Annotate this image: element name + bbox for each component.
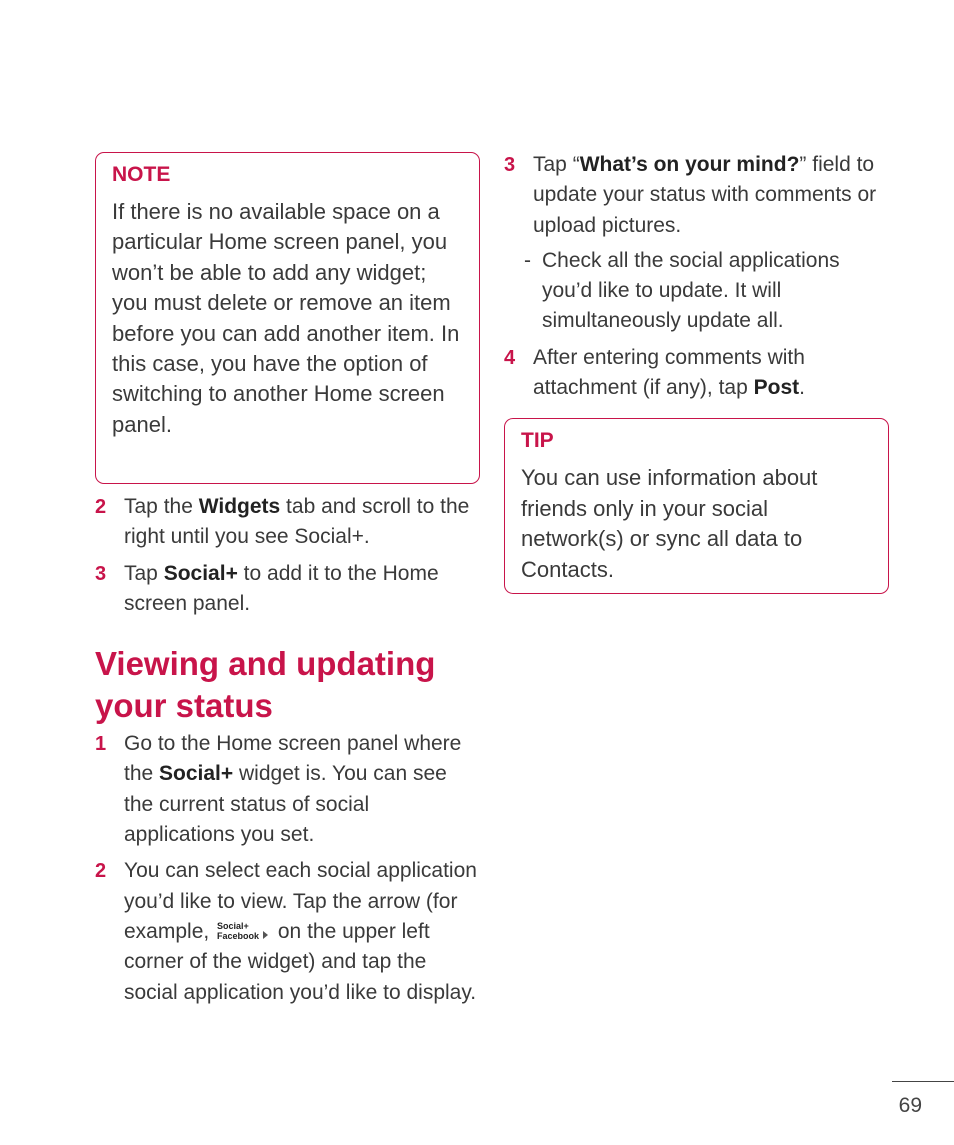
step-bold-term: Social+ [159, 762, 234, 786]
dash-marker: - [524, 248, 531, 272]
step-text: Tap “ [533, 153, 580, 176]
step-text: You can select each social application you’d like to view. Tap the arrow (for example, [124, 859, 477, 943]
status-steps-list [95, 729, 480, 1008]
step-item [504, 150, 889, 241]
icon-label-line: Social+ [217, 920, 249, 931]
step-item [504, 343, 889, 404]
page-number: 69 [898, 1094, 922, 1117]
step-text: After entering comments with attachment (if any), tap [533, 345, 805, 400]
tip-body: You can use information about friends only in your social network(s) or sync all data to Contacts. [521, 465, 818, 582]
section-heading: Viewing and updating your status [95, 645, 436, 725]
note-box [95, 152, 480, 484]
tip-title: TIP [521, 429, 554, 453]
step-bold-term: What’s on your mind? [579, 153, 800, 176]
step-text: to add it to the Home screen panel. [124, 561, 439, 615]
step-text: Tap [124, 561, 164, 585]
note-body: If there is no available space on a particular Home screen panel, you won’t be able to add any widget; you must delete or remove an item before you can add another item. In this case, you have the option of switching to another Home screen panel. [112, 199, 460, 437]
note-title: NOTE [112, 163, 171, 186]
step-item [95, 856, 480, 1007]
step-text: on the upper left corner of the widget) and tap the social application you’d like to display. [124, 919, 477, 1004]
right-column [504, 150, 889, 594]
step-text: . [799, 376, 805, 400]
tip-box [504, 418, 889, 594]
step-number: 3 [504, 154, 516, 176]
left-column [95, 152, 480, 1008]
step-item [95, 729, 480, 850]
step-text: ” field to update your status with comments or upload pictures. [533, 153, 877, 237]
step-number: 3 [95, 562, 107, 585]
step-bold-term: Social+ [163, 561, 238, 585]
sub-bullet-text: Check all the social applications you’d like to update. It will simultaneously update all. [542, 248, 840, 333]
step-bold-term: Post [753, 376, 800, 400]
social-facebook-selector-icon [215, 920, 268, 942]
widget-steps-list [95, 492, 480, 619]
step-item [95, 492, 480, 553]
step-number: 4 [504, 346, 516, 369]
step-number: 1 [95, 733, 107, 756]
step-number: 2 [95, 860, 107, 883]
step-number: 2 [95, 496, 107, 518]
step-text: Go to the Home screen panel where the [124, 732, 462, 786]
step-item [95, 559, 480, 620]
step-bold-term: Widgets [198, 495, 281, 518]
step-text: Tap the [124, 495, 199, 518]
page-number-rule [892, 1081, 954, 1082]
post-steps-list [504, 150, 889, 403]
step-text: tab and scroll to the right until you see Social+. [124, 495, 470, 549]
sub-bullet-item [504, 246, 889, 337]
arrow-right-icon [263, 931, 268, 939]
icon-label-line: Facebook [217, 930, 260, 941]
step-text: widget is. You can see the current status of social applications you set. [124, 762, 447, 847]
